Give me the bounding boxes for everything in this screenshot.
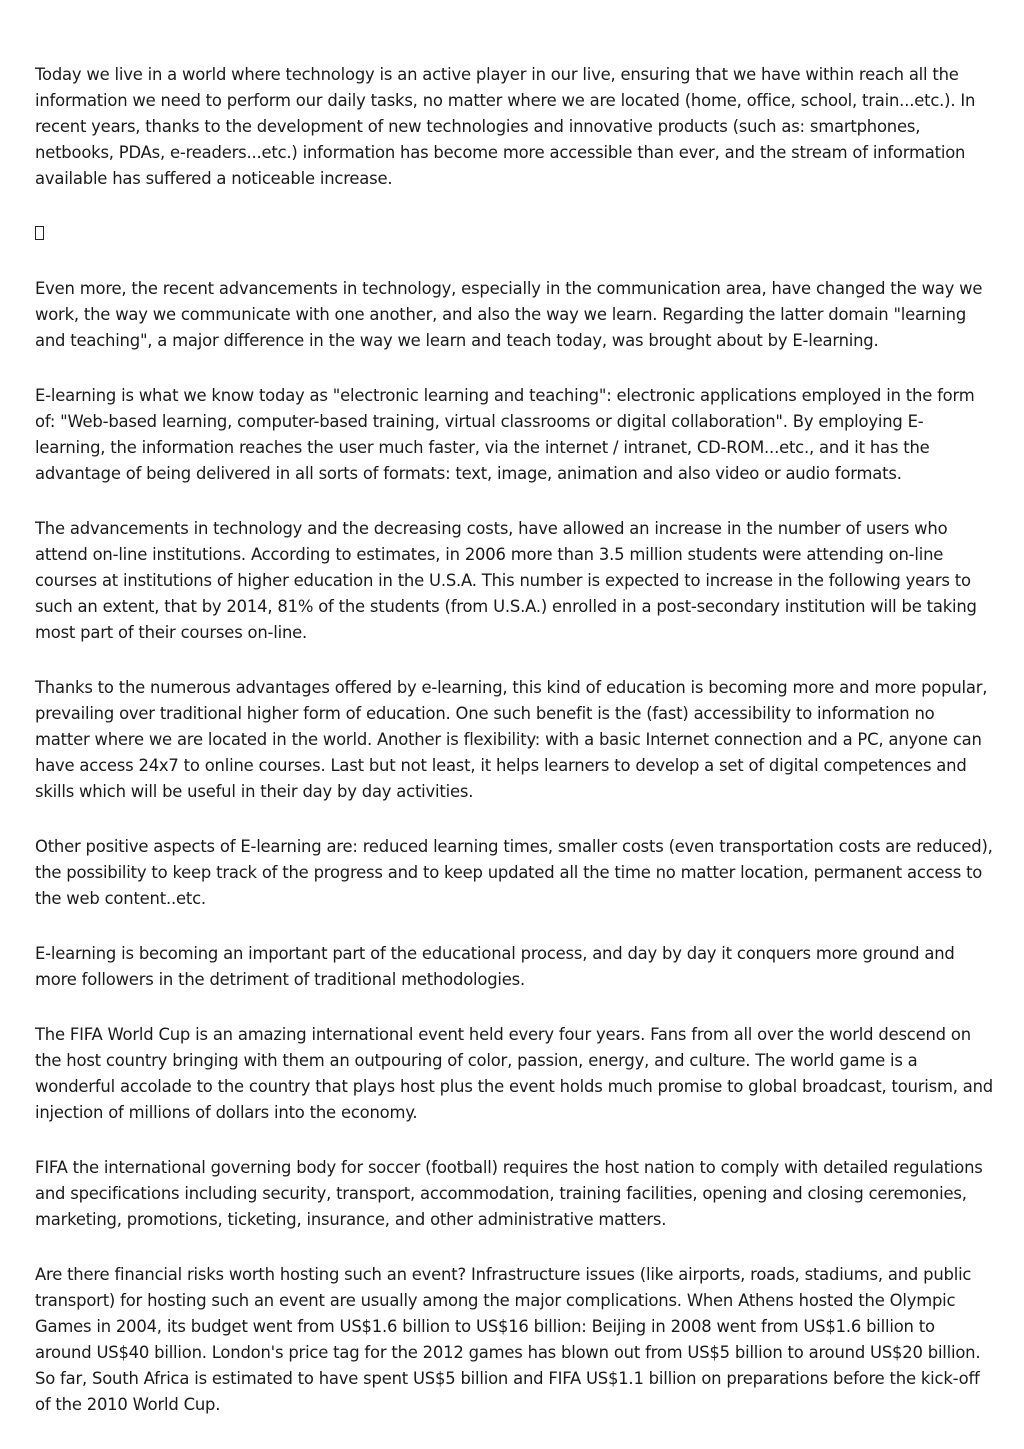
paragraph-advantages: Thanks to the numerous advantages offered by e-learning, this kind of education is becoming more and more popular, prevailing over traditional higher form of education. One such benefit is the (fast) accessibility to information no matter where we are located in the world. Another is flexibility: with a basic Internet connection and a PC, anyone can have access 24x7 to online courses. Last but not least, it helps learners to develop a set of digital competences and skills which will be useful in their day by day activities. [35,678,988,801]
paragraph-intro-technology: Today we live in a world where technology is an active player in our live, ensuring that we have within reach all the information we need to perform our daily tasks, no matter where we are located (home, office, school, train...etc.). In recent years, thanks to the development of new technologies and innovative products (such as: smartphones, netbooks, PDAs, e-readers...etc.) information has become more accessible than ever, and the stream of information available has suffered a noticeable increase. [35,65,976,188]
paragraph-financial-risks: Are there financial risks worth hosting such an event? Infrastructure issues (like airports, roads, stadiums, and public transport) for hosting such an event are usually among the major complications. When Athens hosted the Olympic Games in 2004, its budget went from US$1.6 billion to US$16 billion: Beijing in 2008 went from US$1.6 billion to around US$40 billion. London's price tag for the 2012 games has blown out from US$5 billion to around US$20 billion. So far, South Africa is estimated to have spent US$5 billion and FIFA US$1.1 billion on preparations before the kick-off of the 2010 World Cup. [35,1265,981,1414]
paragraph-online-users: The advancements in technology and the decreasing costs, have allowed an increase in the number of users who attend on-line institutions. According to estimates, in 2006 more than 3.5 million students were attending on-line courses at institutions of higher education in the U.S.A. This number is expected to increase in the following years to such an extent, that by 2014, 81% of the students (from U.S.A.) enrolled in a post-secondary institution will be taking most part of their courses on-line. [35,519,977,642]
paragraph-elearning-definition: E-learning is what we know today as "electronic learning and teaching": electronic applications employed in the form of: "Web-based learning, computer-based training, virtual classrooms or digital collaboration". By employing E-learning, the information reaches the user much faster, via the internet / intranet, CD-ROM...etc., and it has the advantage of being delivered in all sorts of formats: text, image, animation and also video or audio formats. [35,386,975,483]
paragraph-advancements: Even more, the recent advancements in technology, especially in the communication area, have changed the way we work, the way we communicate with one another, and also the way we learn. Regarding the latter domain "learning and teaching", a major difference in the way we learn and teach today, was brought about by E-learning. [35,279,983,350]
document-body [35,62,993,1447]
paragraph-fifa-world-cup: The FIFA World Cup is an amazing international event held every four years. Fans from all over the world descend on the host country bringing with them an outpouring of color, passion, energy, and culture. The world game is a wonderful accolade to the country that plays host plus the event holds much promise to global broadcast, tourism, and injection of millions of dollars into the economy. [35,1025,993,1122]
paragraph-positive-aspects: Other positive aspects of E-learning are: reduced learning times, smaller costs (even transportation costs are reduced), the possibility to keep track of the progress and to keep updated all the time no matter location, permanent access to the web content..etc. [35,837,993,908]
paragraph-elearning-importance: E-learning is becoming an important part of the educational process, and day by day it conquers more ground and more followers in the detriment of traditional methodologies. [35,944,955,989]
missing-glyph-line [35,221,993,247]
missing-character-icon [35,226,44,240]
paragraph-fifa-regulations: FIFA the international governing body for soccer (football) requires the host nation to comply with detailed regulations and specifications including security, transport, accommodation, training facilities, opening and closing ceremonies, marketing, promotions, ticketing, insurance, and other administrative matters. [35,1158,983,1229]
